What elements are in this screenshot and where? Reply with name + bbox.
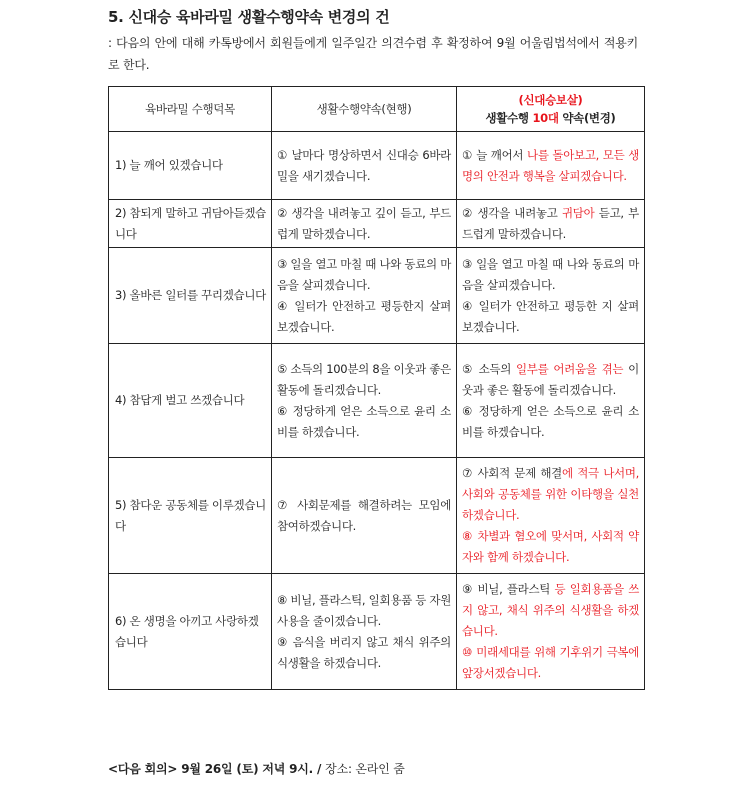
header-changed-note: (신대승보살) (518, 93, 583, 107)
changed-pledge-cell (457, 574, 645, 690)
pledge-table (108, 86, 645, 690)
header-changed (457, 87, 645, 132)
header-changed-title: 생활수행 10대 약속(변경) (485, 111, 616, 125)
changed-text-highlight: 나를 돌아보고, 모든 생명의 안전과 행복을 살피겠습니다. (462, 147, 640, 183)
current-pledge-cell: ⑤ 소득의 100분의 8을 이웃과 좋은 활동에 돌리겠습니다. ⑥ 정당하게 얻은 소득으로 윤리 소비를 하겠습니다. (272, 344, 457, 458)
current-pledge-cell: ⑦ 사회문제를 해결하려는 모임에 참여하겠습니다. (272, 458, 457, 574)
changed-text-highlight: 등 일회용품을 쓰지 않고, 채식 위주의 식생활을 하겠습니다. ⑩ 미래세대를 위해 기후위기 극복에 앞장서겠습니다. (462, 582, 639, 680)
table-row (109, 132, 645, 200)
changed-text: ② 생각을 내려놓고 (462, 205, 562, 220)
next-meeting (108, 760, 405, 777)
table-row (109, 248, 645, 344)
changed-text: ③ 일을 열고 마칠 때 나와 동료의 마음을 살피겠습니다. ④ 일터가 안전하고 평등한 지 살펴보겠습니다. (462, 256, 639, 334)
changed-text: ⑦ 사회적 문제 해결 (462, 466, 562, 480)
changed-pledge-cell (457, 200, 645, 248)
virtue-cell: 4) 참답게 벌고 쓰겠습니다 (109, 344, 272, 458)
virtue-cell: 6) 온 생명을 아끼고 사랑하겠습니다 (109, 574, 272, 690)
table-row (109, 200, 645, 248)
header-current: 생활수행약속(현행) (272, 87, 457, 132)
changed-text: ⑨ 비닐, 플라스틱 (462, 582, 555, 596)
changed-text: 이웃과 좋은 활동에 돌리겠습니다. ⑥ 정당하게 얻은 소득으로 윤리 소비를 하겠습니다. (462, 361, 639, 439)
changed-pledge-cell (457, 458, 645, 574)
changed-text-highlight: 에 적극 나서며, 사회와 공동체를 위한 이타행을 실천하겠습니다. ⑧ 차별과 혐오에 맞서며, 사회적 약자와 함께 하겠습니다. (462, 466, 639, 564)
table-row (109, 458, 645, 574)
current-pledge-cell: ① 날마다 명상하면서 신대승 6바라밀을 새기겠습니다. (272, 132, 457, 200)
changed-text-highlight: 귀담아 (561, 205, 595, 220)
virtue-cell: 3) 올바른 일터를 꾸리겠습니다 (109, 248, 272, 344)
table-header-row (109, 87, 645, 132)
changed-text-highlight: 일부를 어려움을 겪는 (515, 361, 624, 376)
section-title: 5. 신대승 육바라밀 생활수행약속 변경의 건 (108, 8, 390, 26)
table-row (109, 574, 645, 690)
changed-text: 듣고, 부드럽게 말하겠습니다. (462, 205, 639, 241)
intro-text: : 다음의 안에 대해 카톡방에서 회원들에게 일주일간 의견수렴 후 확정하여 9월 어울림법석에서 적용키로 한다. (108, 36, 638, 72)
header-virtue: 육바라밀 수행덕목 (109, 87, 272, 132)
changed-text: ⑤ 소득의 (462, 361, 516, 376)
changed-pledge-cell (457, 248, 645, 344)
virtue-cell: 1) 늘 깨어 있겠습니다 (109, 132, 272, 200)
meeting-place: 장소: 온라인 줌 (325, 762, 405, 776)
changed-pledge-cell (457, 344, 645, 458)
meeting-time: <다음 회의> 9월 26일 (토) 저녁 9시. / (108, 762, 326, 776)
changed-text: ① 늘 깨어서 (462, 147, 528, 162)
current-pledge-cell: ② 생각을 내려놓고 깊이 듣고, 부드럽게 말하겠습니다. (272, 200, 457, 248)
changed-pledge-cell (457, 132, 645, 200)
table-row (109, 344, 645, 458)
current-pledge-cell: ③ 일을 열고 마칠 때 나와 동료의 마음을 살피겠습니다. ④ 일터가 안전하고 평등한지 살펴보겠습니다. (272, 248, 457, 344)
virtue-cell: 5) 참다운 공동체를 이루겠습니다 (109, 458, 272, 574)
virtue-cell: 2) 참되게 말하고 귀담아듣겠습니다 (109, 200, 272, 248)
current-pledge-cell: ⑧ 비닐, 플라스틱, 일회용품 등 자원 사용을 줄이겠습니다. ⑨ 음식을 버리지 않고 채식 위주의 식생활을 하겠습니다. (272, 574, 457, 690)
header-highlight: 10대 (532, 111, 559, 125)
